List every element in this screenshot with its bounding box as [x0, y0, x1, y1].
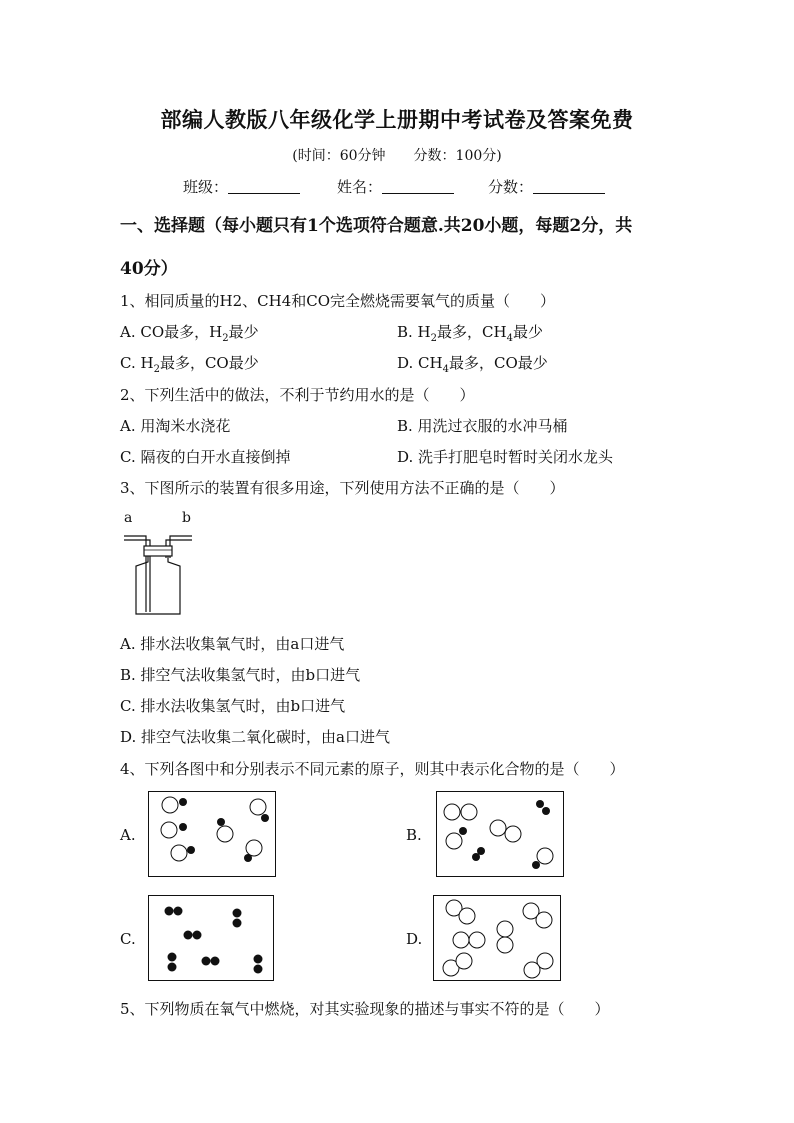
q1-a-text: A. CO最多，H: [120, 323, 223, 341]
q5-stem: 5、下列物质在氧气中燃烧，对其实验现象的描述与事实不符的是（ ）: [120, 1000, 610, 1018]
q1-a-sub: 2: [222, 333, 229, 344]
q1-b-sub: 2: [430, 333, 438, 344]
score-field: [488, 176, 605, 197]
q2-stem: 2、下列生活中的做法，不利于节约用水的是（ ）: [120, 386, 475, 404]
q4-option-a-label: A.: [120, 826, 136, 844]
q2-option-d: D. 洗手打肥皂时暂时关闭水龙头: [397, 448, 614, 466]
q4-diagram-d: [433, 895, 561, 981]
q2-option-b: B. 用洗过衣服的水冲马桶: [397, 417, 568, 435]
q4-diagram-c: [148, 895, 274, 981]
q1-b-sub2: 4: [506, 333, 513, 344]
score-label: 分数：: [488, 178, 534, 196]
q3-option-d: D. 排空气法收集二氧化碳时，由a口进气: [120, 728, 390, 746]
score-blank: [533, 179, 605, 194]
q1-option-d: [397, 352, 548, 375]
q3-option-b: B. 排空气法收集氢气时，由b口进气: [120, 666, 361, 684]
q4-diagram-b: [436, 791, 564, 877]
q1-b-text3: 最少: [512, 323, 543, 341]
q2-option-c: C. 隔夜的白开水直接倒掉: [120, 448, 291, 466]
q4-diagram-a: [148, 791, 276, 877]
q4-stem: 4、下列各图中和分别表示不同元素的原子，则其中表示化合物的是（ ）: [120, 760, 625, 778]
q1-a-text2: 最少: [228, 323, 259, 341]
class-field: [183, 176, 300, 197]
name-label: 姓名：: [337, 178, 383, 196]
q1-option-a: [120, 321, 259, 344]
q1-d-text2: 最多，CO最少: [448, 354, 548, 372]
q1-c-sub: 2: [153, 364, 160, 375]
section-heading-line2: 40分）: [120, 259, 178, 279]
exam-score: 分数：100分): [413, 148, 502, 164]
q3-label-a: a: [124, 510, 133, 526]
name-field: [337, 176, 454, 197]
q4-option-b-label: B.: [406, 826, 422, 844]
exam-info: [0, 145, 794, 165]
q1-b-text2: 最多，CH: [437, 323, 507, 341]
name-blank: [382, 179, 454, 194]
class-blank: [228, 179, 300, 194]
exam-time: (时间：60分钟: [292, 148, 386, 164]
q2-option-a: A. 用淘米水浇花: [120, 417, 231, 435]
q1-b-text: B. H: [397, 323, 431, 341]
q1-c-text2: 最多，CO最少: [159, 354, 259, 372]
q1-option-c: [120, 352, 259, 375]
section-heading-line1: 一、选择题（每小题只有1个选项符合题意.共20小题，每题2分，共: [120, 216, 633, 236]
q1-option-b: [397, 321, 543, 344]
q1-d-text: D. CH: [397, 354, 443, 372]
q4-option-c-label: C.: [120, 930, 136, 948]
q4-option-d-label: D.: [406, 930, 423, 948]
page-title: 部编人教版八年级化学上册期中考试卷及答案免费: [160, 107, 634, 132]
q3-stem: 3、下图所示的装置有很多用途，下列使用方法不正确的是（ ）: [120, 479, 565, 497]
q3-option-a: A. 排水法收集氧气时，由a口进气: [120, 635, 345, 653]
q1-c-text: C. H: [120, 354, 154, 372]
class-label: 班级：: [183, 178, 229, 196]
q3-option-c: C. 排水法收集氢气时，由b口进气: [120, 697, 346, 715]
q1-stem: 1、相同质量的H2、CH4和CO完全燃烧需要氧气的质量（ ）: [120, 292, 556, 310]
gas-bottle-figure: [118, 524, 198, 620]
q1-d-sub: 4: [442, 364, 449, 375]
q3-label-b: b: [182, 510, 191, 526]
